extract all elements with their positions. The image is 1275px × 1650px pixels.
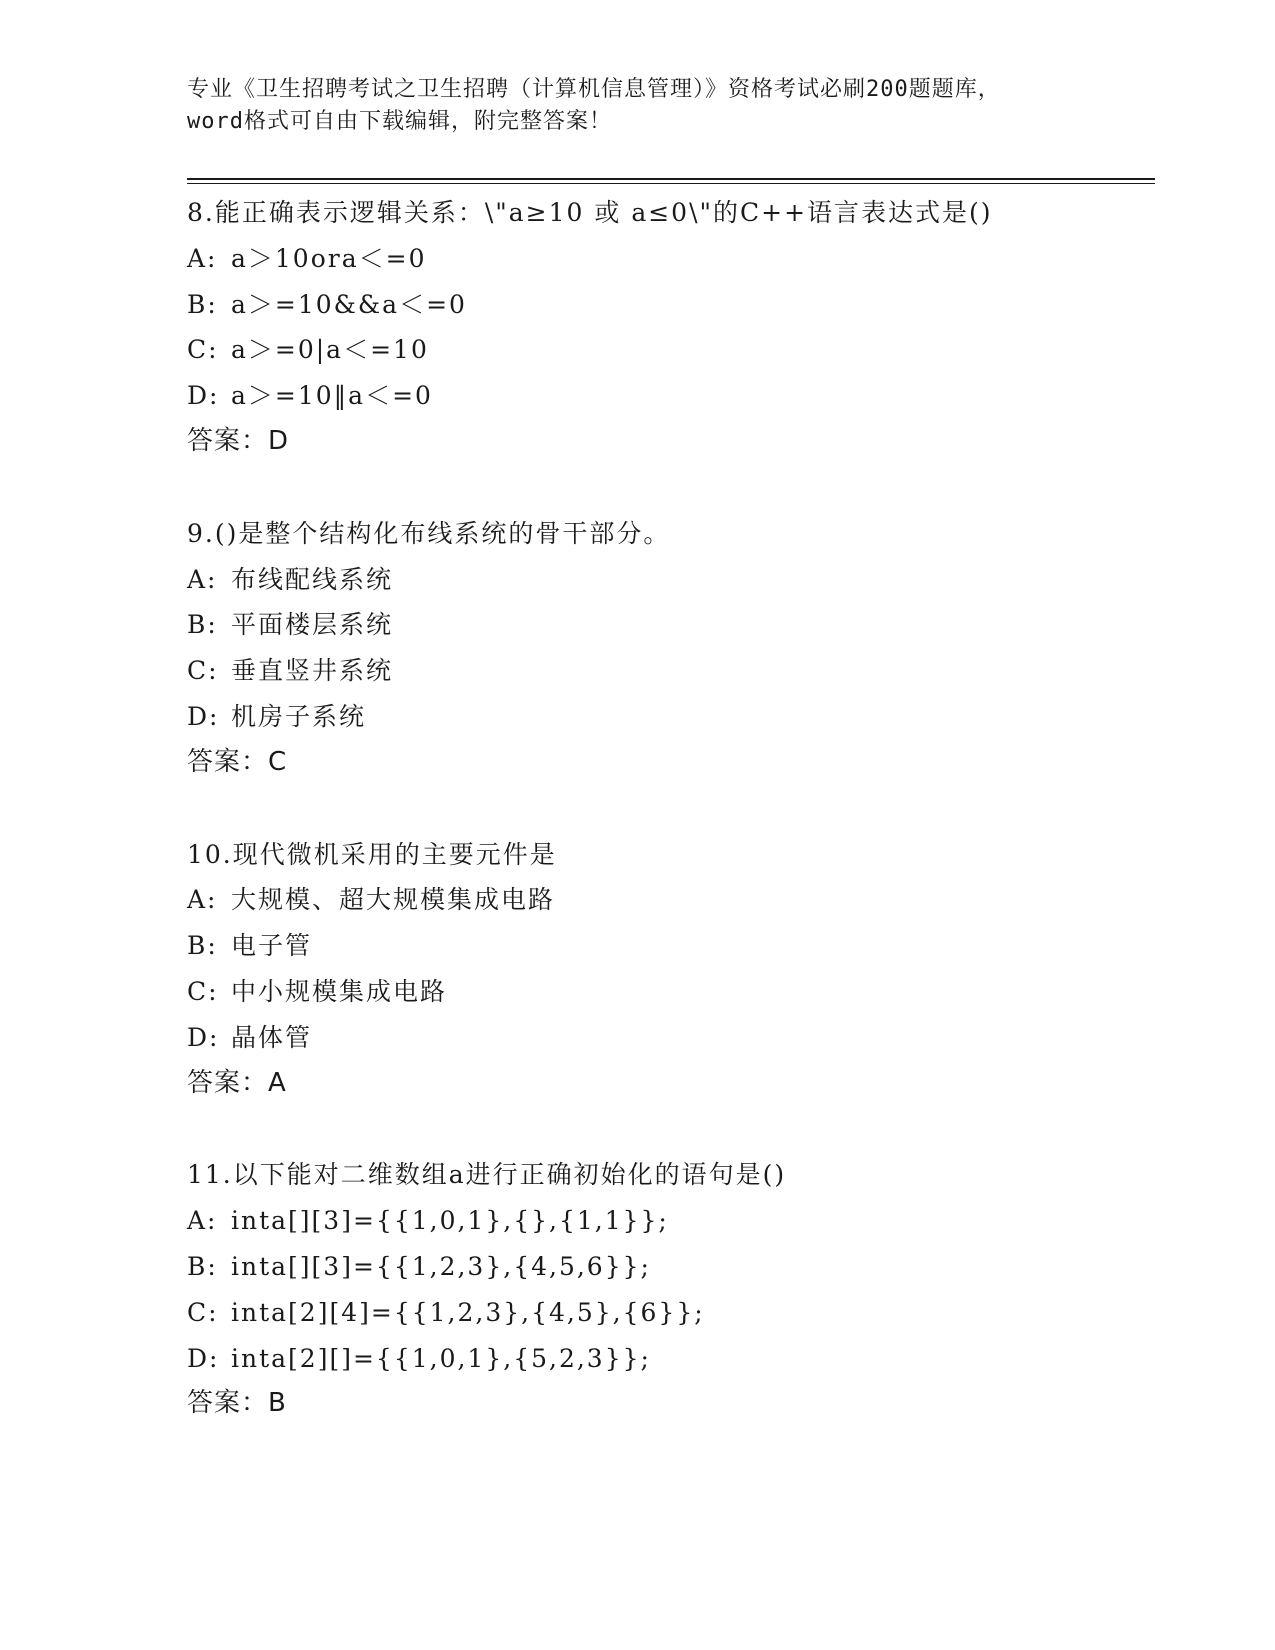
option-letter: A: (187, 564, 218, 594)
option-text: a＞=0|a＜=10 (231, 335, 429, 365)
answer-line: 答案：A (187, 1067, 287, 1098)
option-c (187, 1290, 1147, 1336)
option-letter: A: (187, 885, 218, 915)
option-letter: B: (187, 289, 218, 319)
question-8 (187, 190, 1147, 465)
answer-line: 答案：C (187, 746, 288, 777)
option-letter: A: (187, 243, 218, 273)
option-a (187, 236, 1147, 282)
option-letter: B: (187, 1251, 218, 1281)
option-letter: A: (187, 1206, 218, 1236)
document-header (187, 74, 1087, 138)
option-text: 布线配线系统 (231, 564, 394, 594)
option-text: inta[][3]={{1,2,3},{4,5,6}}; (231, 1251, 651, 1281)
option-d (187, 694, 1147, 740)
option-text: a＞=10&&a＜=0 (231, 289, 467, 319)
option-c (187, 327, 1147, 373)
question-9 (187, 511, 1147, 786)
option-text: 中小规模集成电路 (231, 976, 448, 1006)
header-divider (187, 178, 1155, 184)
option-letter: D: (187, 381, 220, 411)
option-b (187, 602, 1147, 648)
option-text: 垂直竖井系统 (231, 656, 394, 686)
header-line-1: 专业《卫生招聘考试之卫生招聘（计算机信息管理）》资格考试必刷200题题库， (187, 77, 1001, 102)
question-stem: 8.能正确表示逻辑关系：\"a≥10 或 a≤0\"的C++语言表达式是() (187, 198, 993, 227)
option-text: a＞=10‖a＜=0 (231, 381, 433, 411)
option-letter: C: (187, 656, 219, 686)
question-stem: 10.现代微机采用的主要元件是 (187, 839, 557, 869)
question-11 (187, 1152, 1147, 1427)
question-10 (187, 832, 1147, 1107)
option-letter: C: (187, 335, 219, 365)
option-text: inta[][3]={{1,0,1},{},{1,1}}; (231, 1206, 669, 1236)
option-a (187, 557, 1147, 603)
option-text: 大规模、超大规模集成电路 (231, 885, 556, 915)
option-a (187, 1198, 1147, 1244)
question-stem: 11.以下能对二维数组a进行正确初始化的语句是() (187, 1160, 787, 1190)
option-a (187, 877, 1147, 923)
answer-line: 答案：B (187, 1388, 287, 1419)
option-b (187, 1244, 1147, 1290)
header-line-2: word格式可自由下载编辑，附完整答案！ (187, 109, 612, 134)
question-list (187, 190, 1147, 1473)
option-d (187, 373, 1147, 419)
question-stem: 9.()是整个结构化布线系统的骨干部分。 (187, 518, 671, 548)
option-d (187, 1015, 1147, 1061)
option-letter: D: (187, 1022, 220, 1052)
option-letter: D: (187, 701, 220, 731)
option-letter: C: (187, 976, 219, 1006)
option-text: 平面楼层系统 (231, 610, 394, 640)
option-text: 机房子系统 (231, 701, 367, 731)
option-letter: D: (187, 1343, 220, 1373)
option-c (187, 648, 1147, 694)
option-letter: B: (187, 610, 218, 640)
option-b (187, 923, 1147, 969)
answer-line: 答案：D (187, 425, 290, 456)
option-text: 电子管 (231, 931, 313, 961)
option-text: a＞10ora＜=0 (231, 243, 427, 273)
option-c (187, 969, 1147, 1015)
option-letter: C: (187, 1297, 219, 1327)
option-letter: B: (187, 931, 218, 961)
option-text: inta[2][]={{1,0,1},{5,2,3}}; (231, 1343, 651, 1373)
option-text: 晶体管 (231, 1022, 313, 1052)
option-b (187, 282, 1147, 328)
option-text: inta[2][4]={{1,2,3},{4,5},{6}}; (231, 1297, 705, 1327)
option-d (187, 1336, 1147, 1382)
